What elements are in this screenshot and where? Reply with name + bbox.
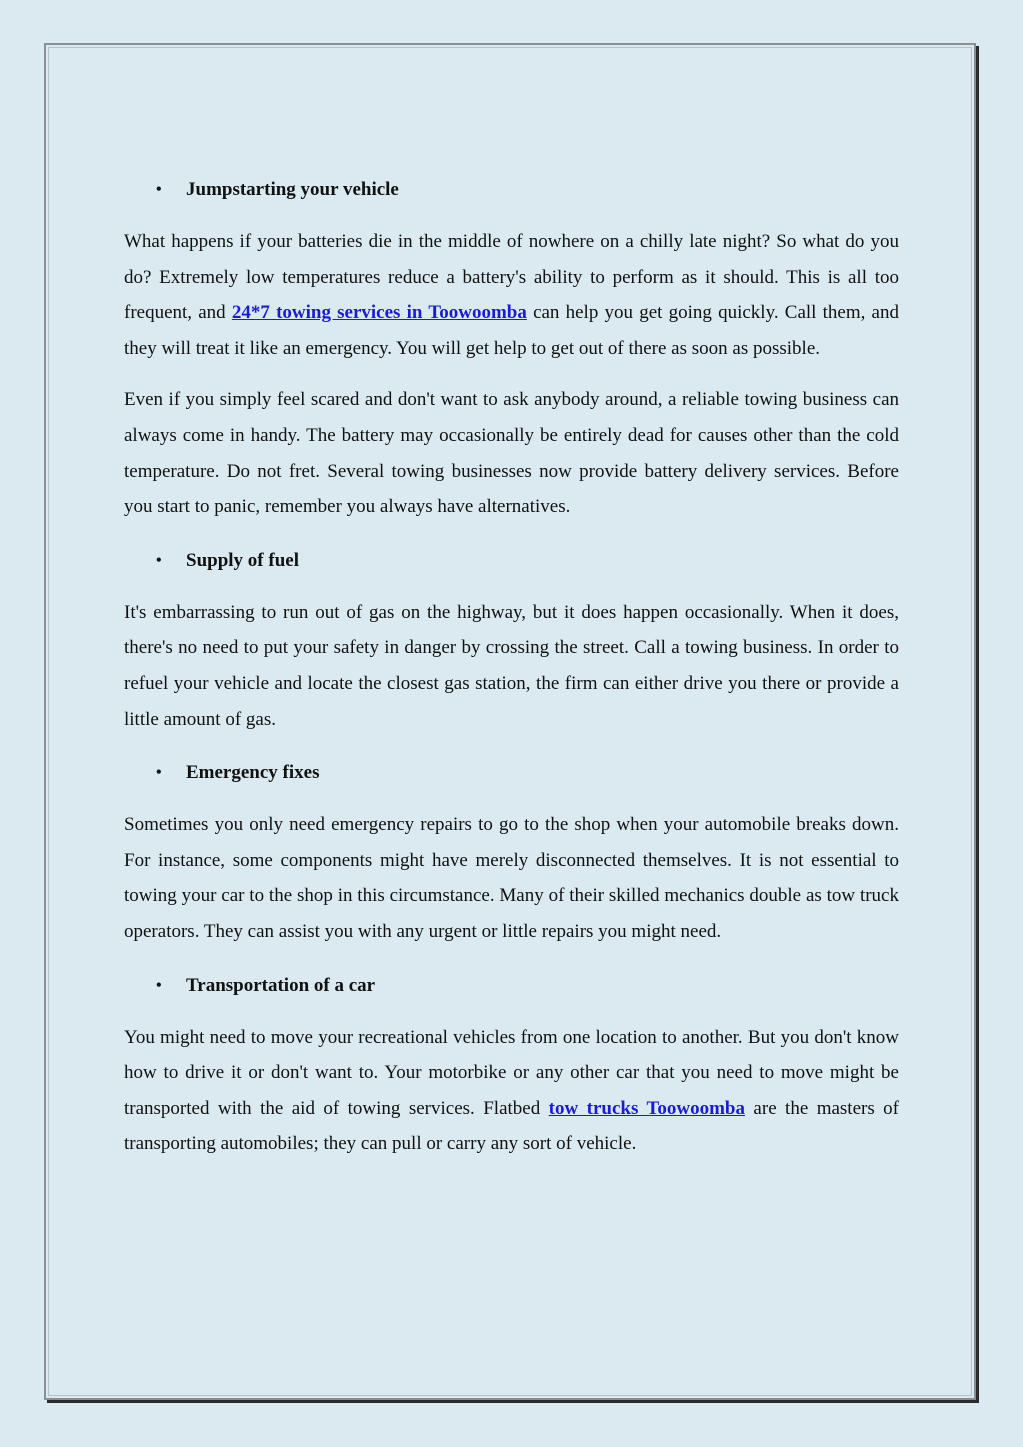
paragraph: It's embarrassing to run out of gas on the highway, but it does happen occasionally. When it does, there's no need to put your safety in danger by crossing the street. Call a towing business. In order to refuel your vehicle and locate the closest gas station, the firm can either drive you there or provide a little amount of gas. (124, 601, 899, 730)
paragraph: Sometimes you only need emergency repairs to go to the shop when your automobile breaks down. For instance, some components might have merely disconnected themselves. It is not essential to towing your car to the shop in this circumstance. Many of their skilled mechanics double as tow truck operators. They can assist you with any urgent or little repairs you might need. (124, 814, 899, 942)
section-heading (124, 755, 899, 791)
heading-text: Supply of fuel (186, 549, 299, 571)
bullet-icon: • (156, 976, 162, 994)
towing-services-link[interactable]: 24*7 towing services in Toowoomba (231, 302, 527, 324)
bullet-icon: • (156, 764, 162, 782)
section-heading (124, 543, 899, 579)
bullet-icon: • (156, 181, 162, 198)
paragraph: What happens if your batteries die in the middle of nowhere on a chilly late night? So what do you do? Extremely low temperatures reduce a battery's ability to perform as it should. This is all too frequent, and 24*7 towing services in Toowoomba can help you get going quickly. Call them, and they will treat it like an emergency. You will get help to get out of there as soon as possible. (124, 231, 899, 359)
paragraph: You might need to move your recreational vehicles from one location to another. But you don't know how to drive it or don't want to. Your motorbike or any other car that you need to move might be transported with the aid of towing services. Flatbed tow trucks Toowoomba are the masters of transporting automobiles; they can pull or carry any sort of vehicle. (124, 1026, 899, 1155)
heading-text: Emergency fixes (186, 762, 320, 784)
paragraph: Even if you simply feel scared and don't want to ask anybody around, a reliable towing business can always come in handy. The battery may occasionally be entirely dead for causes other than the cold temperature. Do not fret. Several towing businesses now provide battery delivery services. Before you start to panic, remember you always have alternatives. (124, 389, 899, 518)
tow-trucks-link[interactable]: tow trucks Toowoomba (548, 1097, 745, 1119)
section-heading (124, 172, 899, 208)
heading-text: Transportation of a car (186, 974, 376, 996)
document-body (124, 172, 899, 1178)
heading-text: Jumpstarting your vehicle (186, 179, 399, 200)
section-heading (124, 968, 899, 1004)
bullet-icon: • (156, 551, 162, 569)
